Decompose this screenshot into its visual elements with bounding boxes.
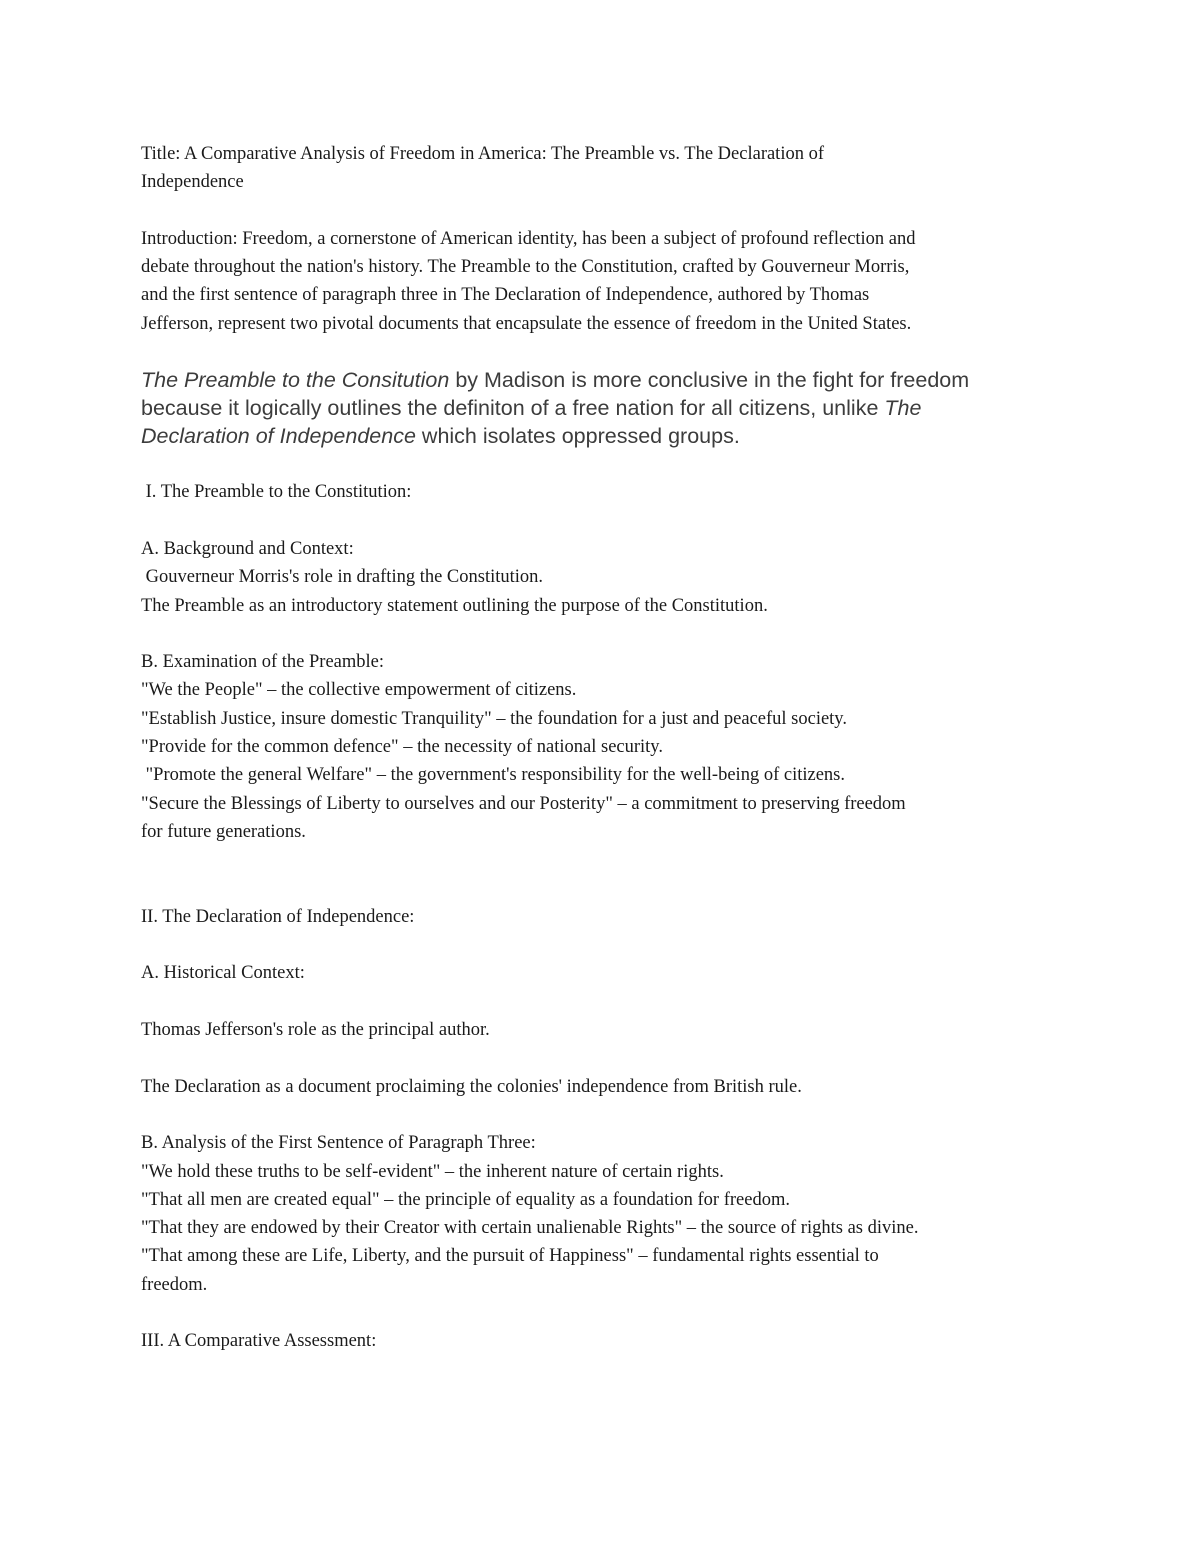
- subsection-heading: B. Analysis of the First Sentence of Paragraph Three:: [141, 1133, 536, 1154]
- intro-line: and the first sentence of paragraph three in The Declaration of Independence, authored by Thomas: [141, 285, 870, 306]
- section-1-part-a: [141, 535, 1061, 620]
- title-line: Independence: [141, 172, 244, 193]
- subsection-heading: B. Examination of the Preamble:: [141, 652, 385, 673]
- outline-item: "Secure the Blessings of Liberty to ourselves and our Posterity" – a commitment to preserving freedom: [141, 793, 906, 814]
- outline-item: "Promote the general Welfare" – the government's responsibility for the well-being of citizens.: [141, 765, 845, 786]
- outline-item: Thomas Jefferson's role as the principal author.: [141, 1020, 490, 1041]
- outline-item: "That among these are Life, Liberty, and the pursuit of Happiness" – fundamental rights essential to: [141, 1246, 879, 1267]
- outline-item: "That they are endowed by their Creator with certain unalienable Rights" – the source of rights as divine.: [141, 1218, 919, 1239]
- outline-item: "Provide for the common defence" – the necessity of national security.: [141, 737, 663, 758]
- spacer: [141, 875, 1061, 903]
- section-2-part-a-heading: [141, 959, 1061, 987]
- thesis-italic: The Preamble to the Consitution: [141, 368, 450, 393]
- outline-item: for future generations.: [141, 821, 306, 842]
- section-1-heading: [141, 478, 1061, 506]
- outline-item: The Declaration as a document proclaiming the colonies' independence from British rule.: [141, 1076, 802, 1097]
- thesis-text: which isolates oppressed groups.: [415, 424, 740, 449]
- thesis-text: because it logically outlines the definiton of a free nation for all citizens, unlike: [141, 396, 885, 421]
- outline-item: "We the People" – the collective empowerment of citizens.: [141, 680, 577, 701]
- intro-line: Introduction: Freedom, a cornerstone of American identity, has been a subject of profound reflection and: [141, 228, 916, 249]
- section-1-part-b: [141, 648, 1061, 846]
- intro-line: Jefferson, represent two pivotal documents that encapsulate the essence of freedom in the United States.: [141, 313, 912, 334]
- section-2-heading: [141, 903, 1061, 931]
- outline-item: freedom.: [141, 1274, 208, 1295]
- section-3-heading: [141, 1327, 1061, 1355]
- thesis-italic: Declaration of Independence: [141, 424, 416, 449]
- document-page: [141, 140, 1061, 1384]
- outline-item: "Establish Justice, insure domestic Tranquility" – the foundation for a just and peaceful society.: [141, 708, 847, 729]
- thesis-line: [141, 366, 1061, 394]
- section-heading: II. The Declaration of Independence:: [141, 906, 415, 927]
- subsection-heading: A. Background and Context:: [141, 538, 354, 559]
- outline-item: "We hold these truths to be self-evident" – the inherent nature of certain rights.: [141, 1161, 724, 1182]
- section-heading: III. A Comparative Assessment:: [141, 1331, 377, 1352]
- document-title: [141, 140, 1061, 197]
- thesis-italic: The: [884, 396, 922, 421]
- introduction-paragraph: [141, 225, 1061, 338]
- section-2-part-a-item: [141, 1073, 1061, 1101]
- thesis-text: by Madison is more conclusive in the fight for freedom: [449, 368, 970, 393]
- outline-item: Gouverneur Morris's role in drafting the Constitution.: [141, 567, 544, 588]
- intro-line: debate throughout the nation's history. The Preamble to the Constitution, crafted by Gouverneur Morris,: [141, 257, 910, 278]
- section-2-part-a-item: [141, 1016, 1061, 1044]
- section-heading: I. The Preamble to the Constitution:: [141, 482, 412, 503]
- thesis-statement: [141, 366, 1061, 450]
- outline-item: "That all men are created equal" – the principle of equality as a foundation for freedom.: [141, 1189, 790, 1210]
- thesis-line: [141, 394, 1061, 422]
- thesis-line: [141, 422, 1061, 450]
- subsection-heading: A. Historical Context:: [141, 963, 305, 984]
- section-2-part-b: [141, 1129, 1061, 1299]
- outline-item: The Preamble as an introductory statement outlining the purpose of the Constitution.: [141, 595, 768, 616]
- title-line: Title: A Comparative Analysis of Freedom in America: The Preamble vs. The Declaration of: [141, 144, 825, 164]
